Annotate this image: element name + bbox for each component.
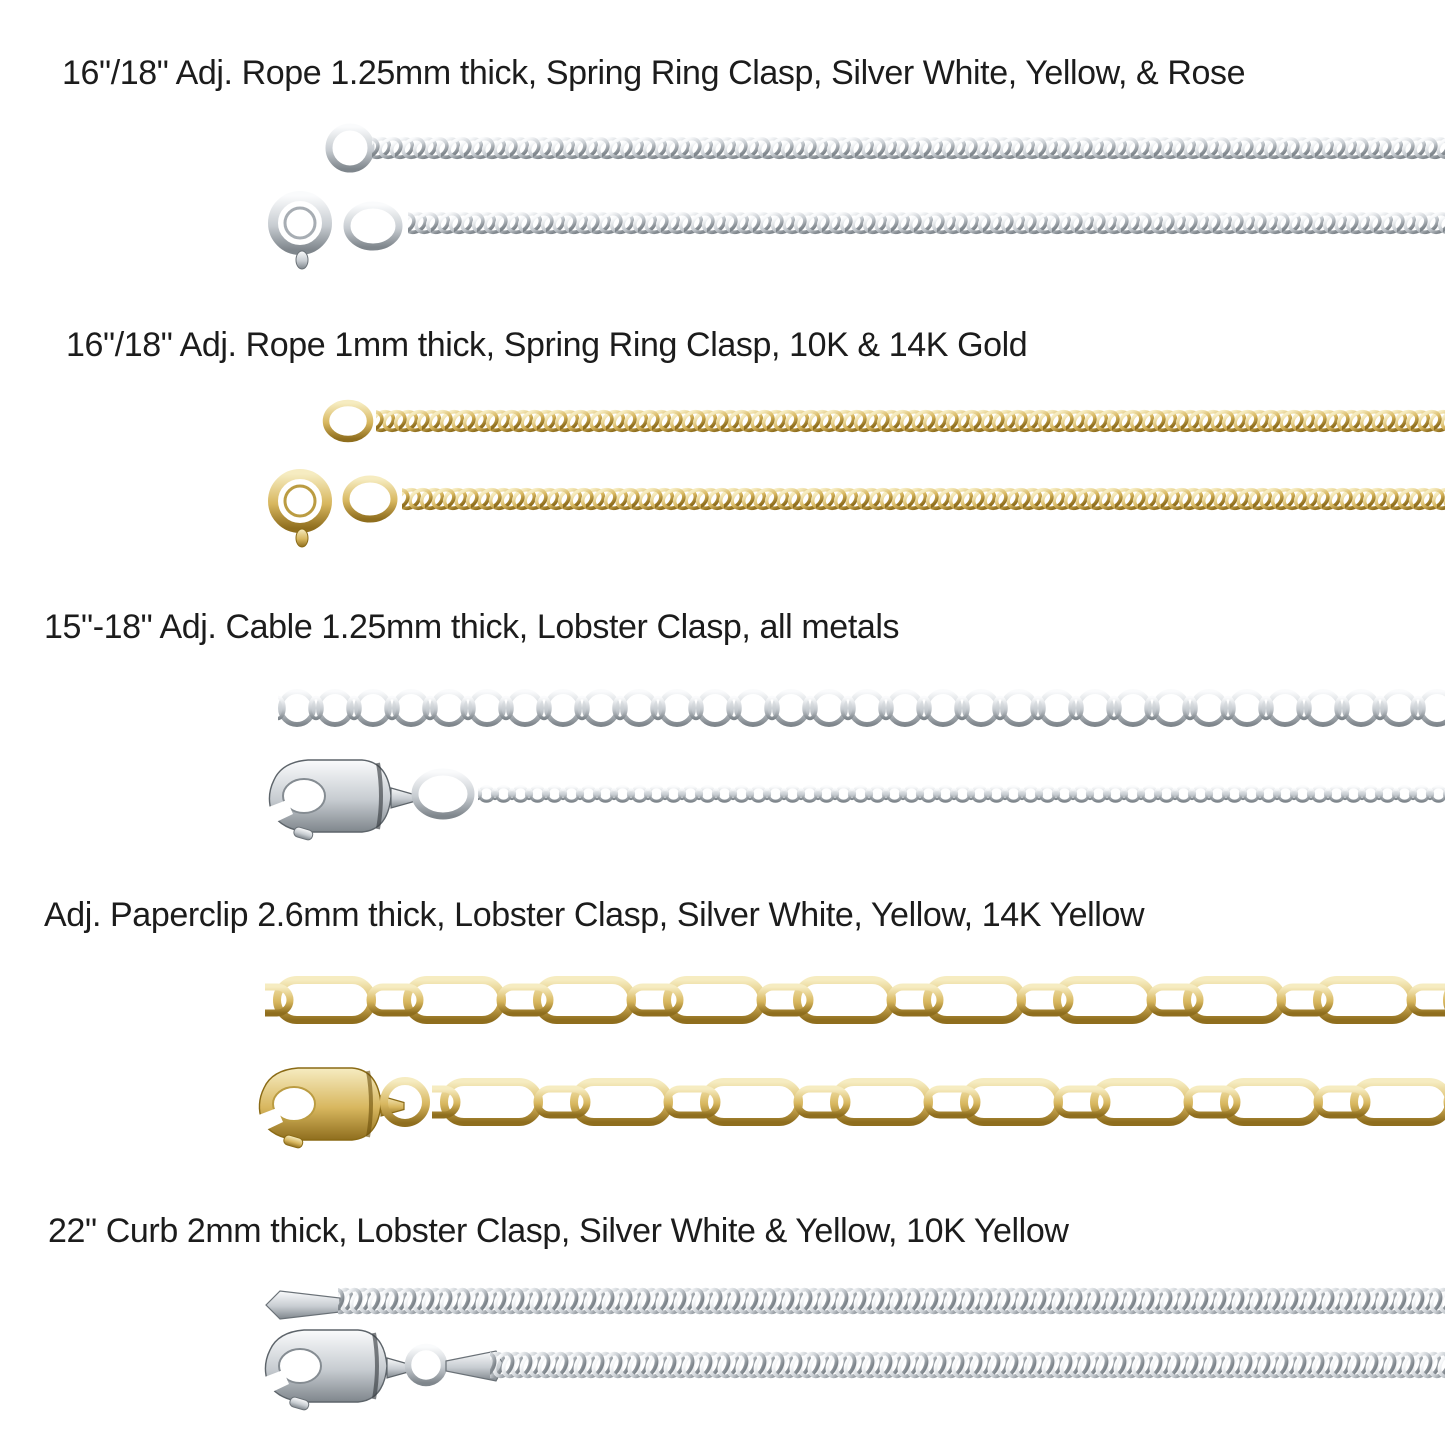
- chain-band: [402, 485, 1445, 513]
- rope-chain-gold-photo: [250, 385, 1445, 560]
- clasp-row: [273, 474, 1445, 547]
- chain-band: [338, 1283, 1445, 1319]
- curb-chain-silver-photo: [250, 1262, 1445, 1445]
- lobster-clasp: [266, 760, 414, 841]
- clasp-row: [266, 760, 1445, 841]
- chain-band: [490, 1347, 1445, 1383]
- jump-ring: [346, 479, 394, 519]
- chain-band: [432, 1069, 1445, 1135]
- extender-row: [326, 403, 1445, 439]
- jump-ring: [326, 403, 370, 439]
- section-label: 16"/18" Adj. Rope 1.25mm thick, Spring Ring Clasp, Silver White, Yellow, & Rose: [62, 54, 1246, 92]
- extender-row: [265, 967, 1445, 1033]
- chain-band: [372, 134, 1445, 162]
- lobster-clasp: [262, 1330, 410, 1411]
- jump-ring: [347, 205, 399, 247]
- extender-row: [329, 127, 1445, 169]
- clasp-row: [273, 196, 1445, 269]
- chain-band: [278, 685, 1445, 731]
- paperclip-chain-gold-photo: [250, 952, 1445, 1170]
- section-label: Adj. Paperclip 2.6mm thick, Lobster Clasp, Silver White, Yellow, 14K Yellow: [44, 896, 1145, 934]
- end-tag: [266, 1291, 340, 1319]
- section-label: 22" Curb 2mm thick, Lobster Clasp, Silver White & Yellow, 10K Yellow: [48, 1212, 1069, 1250]
- spring-ring-clasp: [273, 196, 327, 269]
- chain-band: [478, 782, 1445, 806]
- section-label: 16"/18" Adj. Rope 1mm thick, Spring Ring Clasp, 10K & 14K Gold: [66, 326, 1028, 364]
- extender-row: [278, 685, 1445, 731]
- cable-chain-silver-photo: [250, 668, 1445, 855]
- jump-ring: [415, 772, 471, 816]
- chain-band: [376, 407, 1445, 435]
- rope-chain-silver-photo: [250, 110, 1445, 285]
- extender-row: [266, 1283, 1445, 1319]
- chain-band: [408, 209, 1445, 237]
- clasp-row: [262, 1330, 1445, 1411]
- section-label: 15"-18" Adj. Cable 1.25mm thick, Lobster Clasp, all metals: [44, 608, 900, 646]
- jump-ring: [408, 1347, 444, 1383]
- spring-ring-clasp: [273, 474, 327, 547]
- jump-ring: [329, 127, 371, 169]
- clasp-row: [256, 1068, 1445, 1149]
- chain-band: [265, 967, 1445, 1033]
